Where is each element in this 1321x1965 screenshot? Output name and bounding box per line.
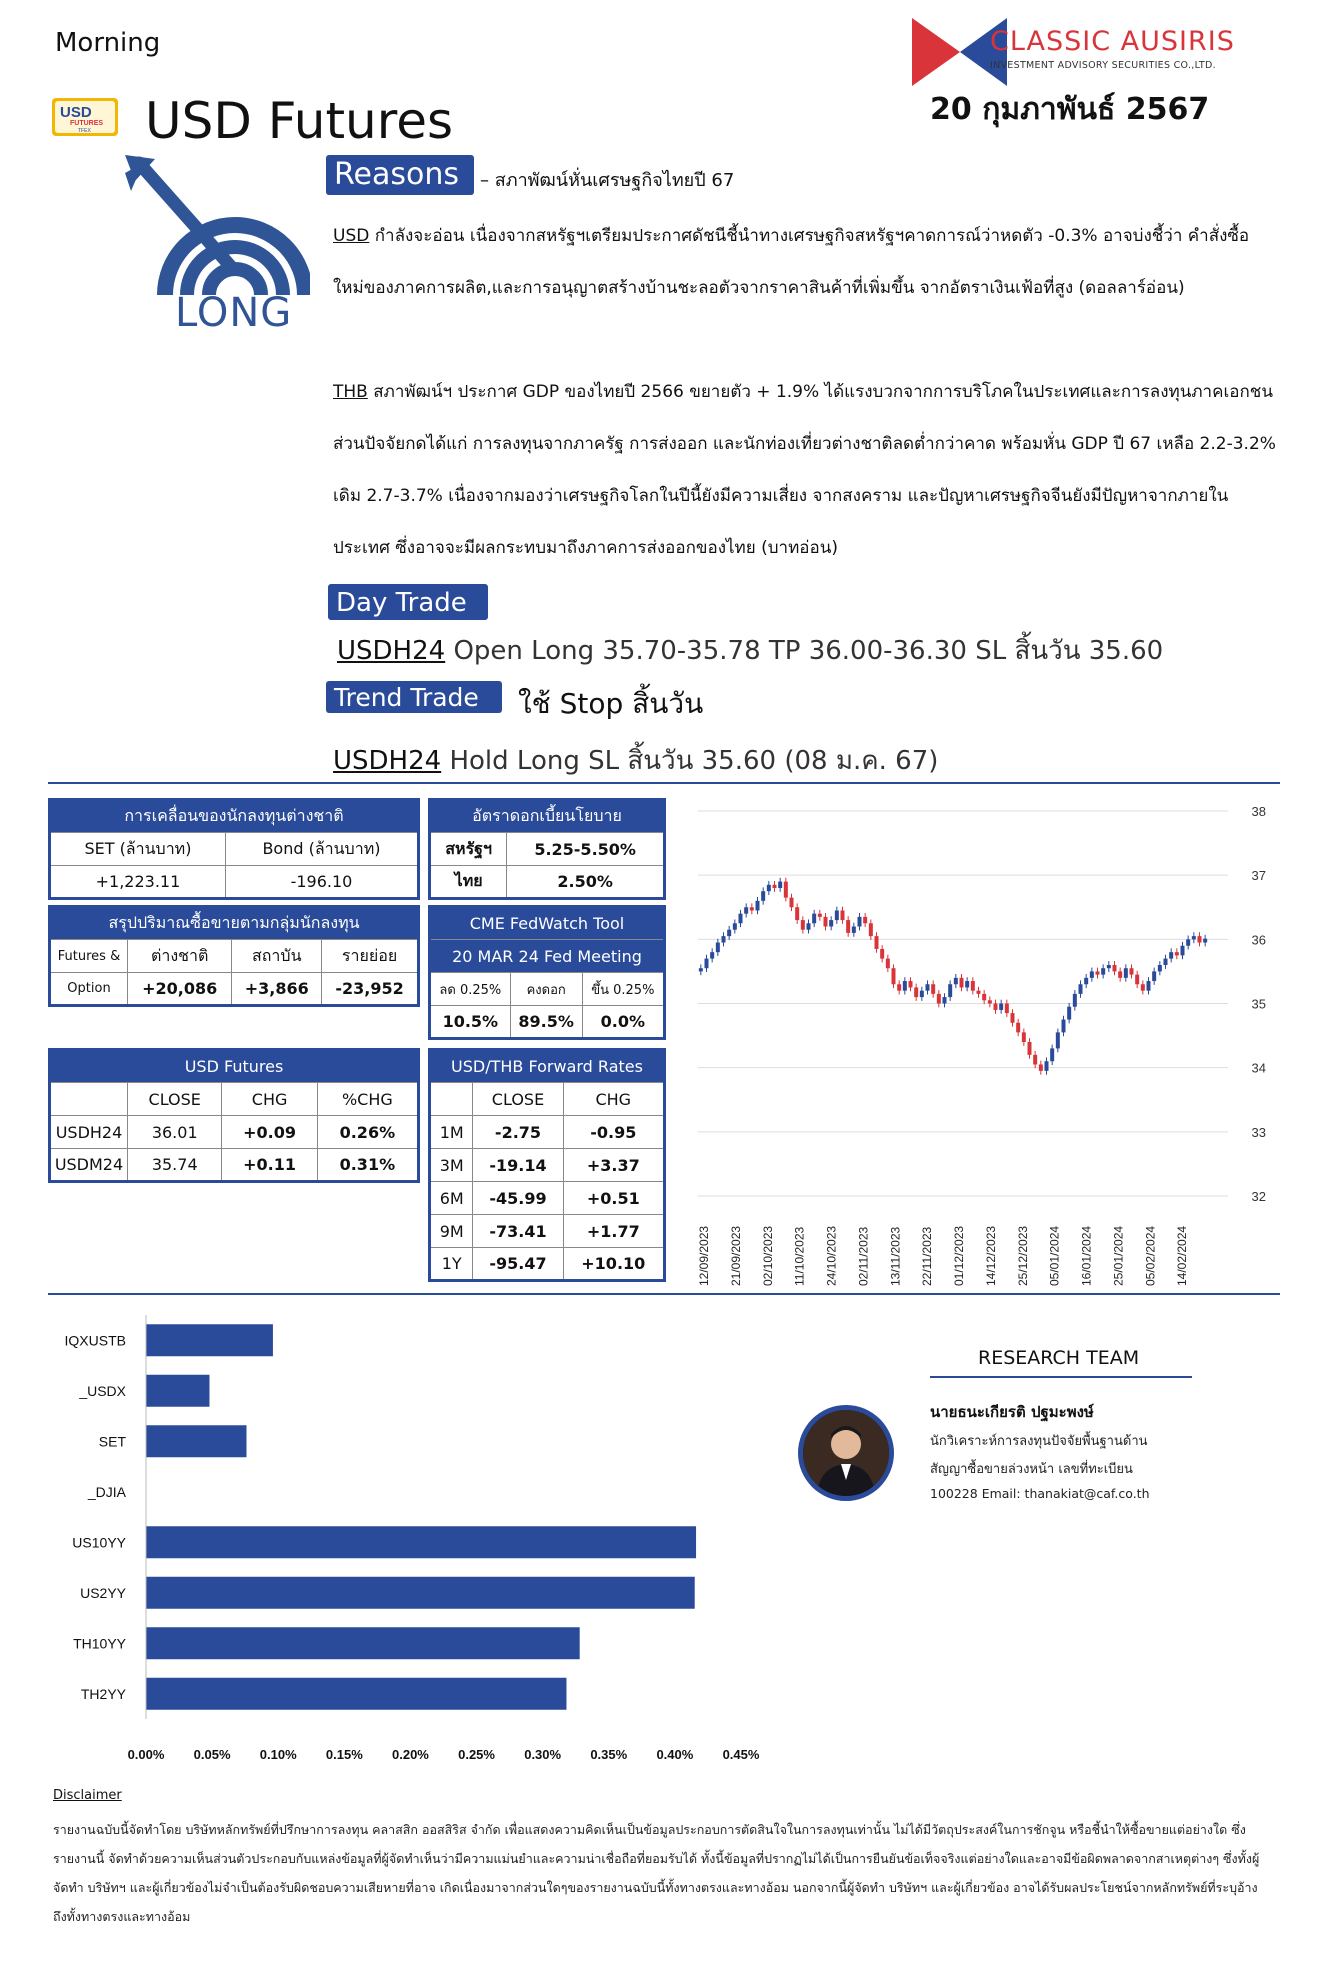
usd-futures-chg: +0.09 xyxy=(222,1116,317,1149)
badge-tfex-text: TFEX xyxy=(78,128,91,134)
brand-subtitle: INVESTMENT ADVISORY SECURITIES CO.,LTD. xyxy=(990,60,1216,71)
candle-body xyxy=(960,978,964,988)
foreign-flow-col-bond: Bond (ล้านบาท) xyxy=(225,833,418,866)
analyst-avatar xyxy=(798,1405,894,1501)
page-title: USD Futures xyxy=(145,92,454,150)
candle-body xyxy=(1062,1020,1066,1033)
x-tick-label: 22/11/2023 xyxy=(920,1226,935,1286)
forward-chg: +0.51 xyxy=(563,1182,664,1215)
candle-body xyxy=(1130,968,1134,974)
x-tick-label: 0.15% xyxy=(325,1747,363,1762)
candle-body xyxy=(1141,984,1145,990)
x-tick-label: 05/02/2024 xyxy=(1143,1225,1158,1286)
candle-body xyxy=(852,927,856,933)
forward-tenor: 3M xyxy=(430,1149,473,1182)
table-row xyxy=(430,1149,665,1182)
candle-body xyxy=(841,910,845,920)
x-tick-label: 0.40% xyxy=(656,1747,694,1762)
usd-futures-header-close: CLOSE xyxy=(128,1083,222,1116)
fedwatch-col-hike: ขึ้น 0.25% xyxy=(582,973,664,1006)
forward-tenor: 9M xyxy=(430,1215,473,1248)
policy-rate-title: อัตราดอกเบี้ยนโยบาย xyxy=(430,800,665,833)
candle-body xyxy=(863,917,867,923)
candle-body xyxy=(784,882,788,898)
candle-body xyxy=(1016,1023,1020,1033)
policy-rate-us-value: 5.25-5.50% xyxy=(507,833,665,866)
usd-futures-close: 35.74 xyxy=(128,1149,222,1182)
fedwatch-hike-value: 0.0% xyxy=(582,1006,664,1039)
x-tick-label: 0.35% xyxy=(590,1747,628,1762)
table-row xyxy=(430,1215,665,1248)
analyst-name: นายธนะเกียรติ ปฐมะพงษ์ xyxy=(930,1403,1094,1421)
candle-body xyxy=(1039,1064,1043,1070)
forward-chg: -0.95 xyxy=(563,1116,664,1149)
candle-body xyxy=(926,984,930,990)
candle-body xyxy=(886,959,890,969)
analyst-role: นักวิเคราะห์การลงทุนปัจจัยพื้นฐานด้าน xyxy=(930,1434,1148,1449)
candle-body xyxy=(1073,994,1077,1007)
analyst-license: สัญญาซื้อขายล่วงหน้า เลขที่ทะเบียน xyxy=(930,1462,1133,1477)
candle-body xyxy=(1028,1042,1032,1055)
bar-category-label: TH2YY xyxy=(80,1685,126,1702)
candle-body xyxy=(1135,975,1139,985)
reasons-subtitle: – สภาพัฒน์หั่นเศรษฐกิจไทยปี 67 xyxy=(480,170,735,191)
candle-body xyxy=(988,1000,992,1003)
policy-rate-th-label: ไทย xyxy=(430,866,507,899)
fedwatch-title: CME FedWatch Tool xyxy=(430,907,665,940)
forward-chg: +1.77 xyxy=(563,1215,664,1248)
forward-header-chg: CHG xyxy=(563,1083,664,1116)
x-tick-label: 0.20% xyxy=(392,1747,429,1762)
candle-body xyxy=(880,949,884,959)
candle-body xyxy=(1005,1004,1009,1014)
table-row xyxy=(430,1182,665,1215)
fedwatch-meeting: 20 MAR 24 Fed Meeting xyxy=(430,940,665,973)
x-tick-label: 0.30% xyxy=(524,1747,562,1762)
x-tick-label: 0.00% xyxy=(127,1747,165,1762)
candle-body xyxy=(1101,968,1105,974)
badge-futures-text: FUTURES xyxy=(70,120,104,127)
day-trade-line xyxy=(337,630,1163,671)
candle-body xyxy=(1113,965,1117,971)
candle-body xyxy=(1084,978,1088,984)
foreign-flow-set-value: +1,223.11 xyxy=(50,866,226,899)
foreign-flow-bond-value: -196.10 xyxy=(225,866,418,899)
forward-close: -73.41 xyxy=(473,1215,563,1248)
thb-reason-text: สภาพัฒน์ฯ ประกาศ GDP ของไทยปี 2566 ขยายตัว + 1.9% ได้แรงบวกจากการบริโภคในประเทศและการลงทุนภาคเอกชน ส่วนปัจจัยกดได้แก่ การลงทุนจากภาครัฐ การส่งออก และนักท่องเที่ยวต่างชาติลดต่ำกว่าคาด พร้อมหั่น GDP ปี 67 เหลือ 2.2-3.2% เดิม 2.7-3.7% เนื่องจากมองว่าเศรษฐกิจโลกในปีนี้ยังมีความเสี่ยง จากสงคราม และปัญหาเศรษฐกิจจีนยังมีปัญหาจากภายในประเทศ ซึ่งอาจจะมีผลกระทบมาถึงภาคการส่งออกของไทย (บาทอ่อน) xyxy=(333,382,1276,558)
brand-name: CLASSIC AUSIRIS xyxy=(990,26,1235,57)
forward-rates-table xyxy=(428,1048,666,1282)
candle-body xyxy=(835,910,839,920)
x-tick-label: 01/12/2023 xyxy=(952,1225,966,1286)
candle-body xyxy=(1186,939,1190,945)
investor-group-title: สรุปปริมาณซื้อขายตามกลุ่มนักลงทุน xyxy=(50,907,419,940)
usd-reason-text: กำลังจะอ่อน เนื่องจากสหรัฐฯเตรียมประกาศดัชนีชี้นำทางเศรษฐกิจสหรัฐฯคาดการณ์ว่าหดตัว -0.3% อาจบ่งชี้ว่า คำสั่งซื้อใหม่ของภาคการผลิต,และการอนุญาตสร้างบ้านชะลอตัวจากราคาสินค้าที่เพิ่มขึ้น จากอัตราเงินเฟ้อที่สูง (ดอลลาร์อ่อน) xyxy=(333,226,1250,298)
policy-rate-table xyxy=(428,798,666,900)
bar-category-label: IQXUSTB xyxy=(64,1332,126,1349)
usd-futures-header-blank xyxy=(50,1083,128,1116)
fedwatch-col-hold: คงดอก xyxy=(510,973,582,1006)
usd-futures-chg: +0.11 xyxy=(222,1149,317,1182)
usd-reason-paragraph xyxy=(333,210,1278,314)
candle-body xyxy=(892,968,896,984)
x-tick-label: 11/10/2023 xyxy=(792,1226,807,1286)
fedwatch-col-cut: ลด 0.25% xyxy=(430,973,511,1006)
candle-body xyxy=(710,952,714,958)
candle-body xyxy=(1175,952,1179,955)
forward-close: -95.47 xyxy=(473,1248,563,1281)
table-row xyxy=(50,1149,419,1182)
candle-body xyxy=(1158,965,1162,971)
table-row xyxy=(430,1116,665,1149)
usd-futures-header-chg: CHG xyxy=(222,1083,317,1116)
session-label: Morning xyxy=(55,28,161,58)
candle-body xyxy=(1033,1055,1037,1065)
foreign-flow-title: การเคลื่อนของนักลงทุนต่างชาติ xyxy=(50,800,419,833)
forward-chg: +3.37 xyxy=(563,1149,664,1182)
candle-body xyxy=(1079,984,1083,994)
candle-body xyxy=(1124,968,1128,978)
research-team-divider xyxy=(930,1376,1192,1378)
bar xyxy=(146,1678,566,1710)
thb-reason-paragraph xyxy=(333,366,1278,574)
forward-header-blank xyxy=(430,1083,473,1116)
bar-category-label: US2YY xyxy=(80,1584,126,1601)
x-tick-label: 12/09/2023 xyxy=(697,1225,711,1286)
x-tick-label: 0.10% xyxy=(259,1747,297,1762)
thb-code: THB xyxy=(333,382,368,402)
candle-body xyxy=(994,1004,998,1010)
candle-body xyxy=(829,920,833,926)
candle-body xyxy=(1192,936,1196,939)
candle-body xyxy=(920,991,924,997)
candle-body xyxy=(846,920,850,933)
bar-category-label: _USDX xyxy=(79,1382,126,1399)
x-tick-label: 0.25% xyxy=(458,1747,495,1762)
x-tick-label: 24/10/2023 xyxy=(824,1225,839,1286)
candle-body xyxy=(727,930,731,936)
x-tick-label: 02/11/2023 xyxy=(856,1226,871,1286)
foreign-flow-col-set: SET (ล้านบาท) xyxy=(50,833,226,866)
foreign-flow-table xyxy=(48,798,420,900)
candle-body xyxy=(1107,965,1111,968)
trend-trade-text: Hold Long SL สิ้นวัน 35.60 (08 ม.ค. 67) xyxy=(441,746,939,776)
candle-body xyxy=(790,898,794,908)
policy-rate-th-value: 2.50% xyxy=(507,866,665,899)
forward-close: -2.75 xyxy=(473,1116,563,1149)
x-tick-label: 14/12/2023 xyxy=(983,1225,998,1286)
x-tick-label: 13/11/2023 xyxy=(888,1226,903,1286)
y-tick-label: 37 xyxy=(1251,868,1266,884)
investor-institution-value: +3,866 xyxy=(232,973,322,1006)
disclaimer-title: Disclaimer xyxy=(53,1788,122,1803)
candle-body xyxy=(965,981,969,987)
research-team-title: RESEARCH TEAM xyxy=(978,1347,1140,1369)
y-tick-label: 35 xyxy=(1251,996,1266,1012)
bar-category-label: TH10YY xyxy=(73,1635,126,1652)
x-tick-label: 05/01/2024 xyxy=(1047,1225,1062,1286)
candle-body xyxy=(1067,1007,1071,1020)
candle-body xyxy=(767,885,771,891)
candle-body xyxy=(1181,946,1185,956)
bar xyxy=(146,1526,696,1558)
candle-body xyxy=(818,914,822,917)
candle-body xyxy=(869,923,873,936)
candle-body xyxy=(858,917,862,927)
candle-body xyxy=(722,936,726,942)
candle-body xyxy=(1045,1061,1049,1071)
investor-row-label-2: Option xyxy=(50,973,128,1006)
forward-tenor: 6M xyxy=(430,1182,473,1215)
x-tick-label: 02/10/2023 xyxy=(760,1225,775,1286)
x-tick-label: 0.05% xyxy=(193,1747,231,1762)
candle-body xyxy=(1090,971,1094,977)
x-tick-label: 21/09/2023 xyxy=(728,1225,743,1286)
candle-body xyxy=(733,923,737,929)
candle-body xyxy=(1011,1013,1015,1023)
investor-col-retail: รายย่อย xyxy=(322,940,419,973)
usd-futures-candlestick-chart xyxy=(688,796,1278,1296)
investor-col-institution: สถาบัน xyxy=(232,940,322,973)
policy-rate-us-label: สหรัฐฯ xyxy=(430,833,507,866)
candle-body xyxy=(812,914,816,924)
candle-body xyxy=(1096,971,1100,974)
candle-body xyxy=(1203,939,1207,943)
candle-body xyxy=(795,907,799,920)
table-row xyxy=(50,1116,419,1149)
bar xyxy=(146,1324,273,1356)
candle-body xyxy=(903,981,907,991)
investor-retail-value: -23,952 xyxy=(322,973,419,1006)
usd-futures-symbol: USDH24 xyxy=(50,1116,128,1149)
candle-body xyxy=(801,920,805,930)
usd-code: USD xyxy=(333,226,370,246)
candle-body xyxy=(699,968,703,971)
recommendation-label: LONG xyxy=(175,290,293,336)
usd-futures-table-title: USD Futures xyxy=(50,1050,419,1083)
section-divider-bottom xyxy=(48,1293,1280,1295)
candle-body xyxy=(1152,971,1156,981)
candle-body xyxy=(1164,959,1168,965)
bar xyxy=(146,1375,209,1407)
trend-trade-code: USDH24 xyxy=(333,746,442,776)
bar xyxy=(146,1425,246,1457)
candle-body xyxy=(977,991,981,994)
trend-trade-line xyxy=(333,740,938,781)
usd-futures-header-pctchg: %CHG xyxy=(317,1083,418,1116)
disclaimer-text: รายงานฉบับนี้จัดทำโดย บริษัทหลักทรัพย์ที่ปรึกษาการลงทุน คลาสสิก ออสสิริส จำกัด เพื่อแสดงความคิดเห็นเป็นข้อมูลประกอบการตัดสินใจในการลงทุนเท่านั้น ไม่ได้มีวัตถุประสงค์ในการชักจูน หรือชี้นำให้ซื้อขายแต่อย่างใด ซึ่งรายงานนี้ จัดทำด้วยความเห็นส่วนตัวประกอบกับแหล่งข้อมูลที่ผู้จัดทำเห็นว่ามีความแม่นยำและความน่าเชื่อถือที่ยอมรับได้ ทั้งนี้ข้อมูลที่ปรากฏไม่ได้เป็นการยืนยันข้อเท็จจริงแต่อย่างใดและอาจมีข้อผิดพลาดจากสาเหตุต่างๆ ซึ่งทั้งผู้จัดทำ บริษัทฯ และผู้เกี่ยวข้องไม่จำเป็นต้องรับผิดชอบความเสียหายที่อาจ เกิดเนื่องมาจากส่วนใดๆของรายงานฉบับนี้ทั้งทางตรงและทางอ้อม นอกจากนี้ผู้จัดทำ บริษัทฯ และผู้เกี่ยวข้อง อาจได้รับผลประโยชน์จากหลักทรัพย์ที่ระบุอ้างถึงทั้งทางตรงและทางอ้อม xyxy=(53,1822,1260,1924)
reasons-tag: Reasons xyxy=(326,155,474,195)
fedwatch-table xyxy=(428,905,666,1040)
candle-body xyxy=(931,984,935,994)
forward-tenor: 1M xyxy=(430,1116,473,1149)
usd-futures-table xyxy=(48,1048,420,1183)
candle-body xyxy=(914,987,918,997)
usd-futures-symbol: USDM24 xyxy=(50,1149,128,1182)
trend-trade-subtitle: ใช้ Stop สิ้นวัน xyxy=(518,687,704,720)
investor-col-foreign: ต่างชาติ xyxy=(128,940,232,973)
badge-usd-text: USD xyxy=(60,104,92,121)
fedwatch-hold-value: 89.5% xyxy=(510,1006,582,1039)
bar xyxy=(146,1627,580,1659)
candle-body xyxy=(948,984,952,997)
y-tick-label: 33 xyxy=(1251,1124,1266,1140)
trend-trade-tag: Trend Trade xyxy=(326,681,502,713)
forward-chg: +10.10 xyxy=(563,1248,664,1281)
bar-category-label: _DJIA xyxy=(87,1483,126,1500)
candle-body xyxy=(824,917,828,927)
x-tick-label: 25/01/2024 xyxy=(1111,1225,1126,1286)
day-trade-code: USDH24 xyxy=(337,636,446,666)
candle-body xyxy=(875,936,879,949)
y-tick-label: 38 xyxy=(1251,804,1266,819)
candle-body xyxy=(1022,1032,1026,1042)
x-tick-label: 14/02/2024 xyxy=(1175,1225,1190,1286)
candle-body xyxy=(739,914,743,924)
candle-body xyxy=(909,981,913,987)
x-tick-label: 16/01/2024 xyxy=(1079,1225,1094,1286)
candle-body xyxy=(1147,981,1151,991)
candle-body xyxy=(716,943,720,953)
day-trade-tag: Day Trade xyxy=(328,584,488,620)
investor-foreign-value: +20,086 xyxy=(128,973,232,1006)
candle-body xyxy=(897,984,901,990)
bar-category-label: US10YY xyxy=(72,1534,126,1551)
forward-close: -45.99 xyxy=(473,1182,563,1215)
bar xyxy=(146,1577,695,1609)
x-tick-label: 25/12/2023 xyxy=(1015,1225,1030,1286)
candle-body xyxy=(761,891,765,901)
y-tick-label: 36 xyxy=(1251,932,1266,948)
analyst-email: 100228 Email: thanakiat@caf.co.th xyxy=(930,1486,1150,1501)
investor-row-label-1: Futures & xyxy=(50,940,128,973)
candle-body xyxy=(971,981,975,991)
candle-body xyxy=(937,994,941,1004)
usd-futures-close: 36.01 xyxy=(128,1116,222,1149)
candle-body xyxy=(705,959,709,969)
candle-body xyxy=(943,997,947,1003)
section-divider-top xyxy=(48,782,1280,784)
candle-body xyxy=(773,885,777,888)
forward-header-close: CLOSE xyxy=(473,1083,563,1116)
candle-body xyxy=(1198,936,1202,942)
y-tick-label: 34 xyxy=(1251,1060,1266,1076)
forward-tenor: 1Y xyxy=(430,1248,473,1281)
investor-group-table xyxy=(48,905,420,1007)
forward-rates-title: USD/THB Forward Rates xyxy=(430,1050,665,1083)
bar-category-label: SET xyxy=(98,1433,126,1450)
candle-body xyxy=(807,923,811,929)
candle-body xyxy=(1056,1032,1060,1048)
usd-futures-pct: 0.26% xyxy=(317,1116,418,1149)
table-row xyxy=(430,1248,665,1281)
usd-futures-badge xyxy=(52,98,118,136)
x-tick-label: 0.45% xyxy=(722,1747,760,1762)
candle-body xyxy=(1050,1048,1054,1061)
y-tick-label: 32 xyxy=(1251,1189,1266,1204)
forward-close: -19.14 xyxy=(473,1149,563,1182)
candle-body xyxy=(1118,971,1122,977)
candle-body xyxy=(744,907,748,913)
usd-futures-pct: 0.31% xyxy=(317,1149,418,1182)
candle-body xyxy=(778,882,782,888)
candle-body xyxy=(982,994,986,1000)
candle-body xyxy=(954,978,958,984)
day-trade-text: Open Long 35.70-35.78 TP 36.00-36.30 SL สิ้นวัน 35.60 xyxy=(445,636,1164,666)
market-change-bar-chart xyxy=(40,1305,760,1780)
candle-body xyxy=(756,901,760,911)
candle-body xyxy=(1169,952,1173,958)
candle-body xyxy=(999,1004,1003,1010)
report-date: 20 กุมภาพันธ์ 2567 xyxy=(930,92,1210,127)
target-arrow-icon xyxy=(125,155,310,295)
fedwatch-cut-value: 10.5% xyxy=(430,1006,511,1039)
candle-body xyxy=(750,907,754,910)
